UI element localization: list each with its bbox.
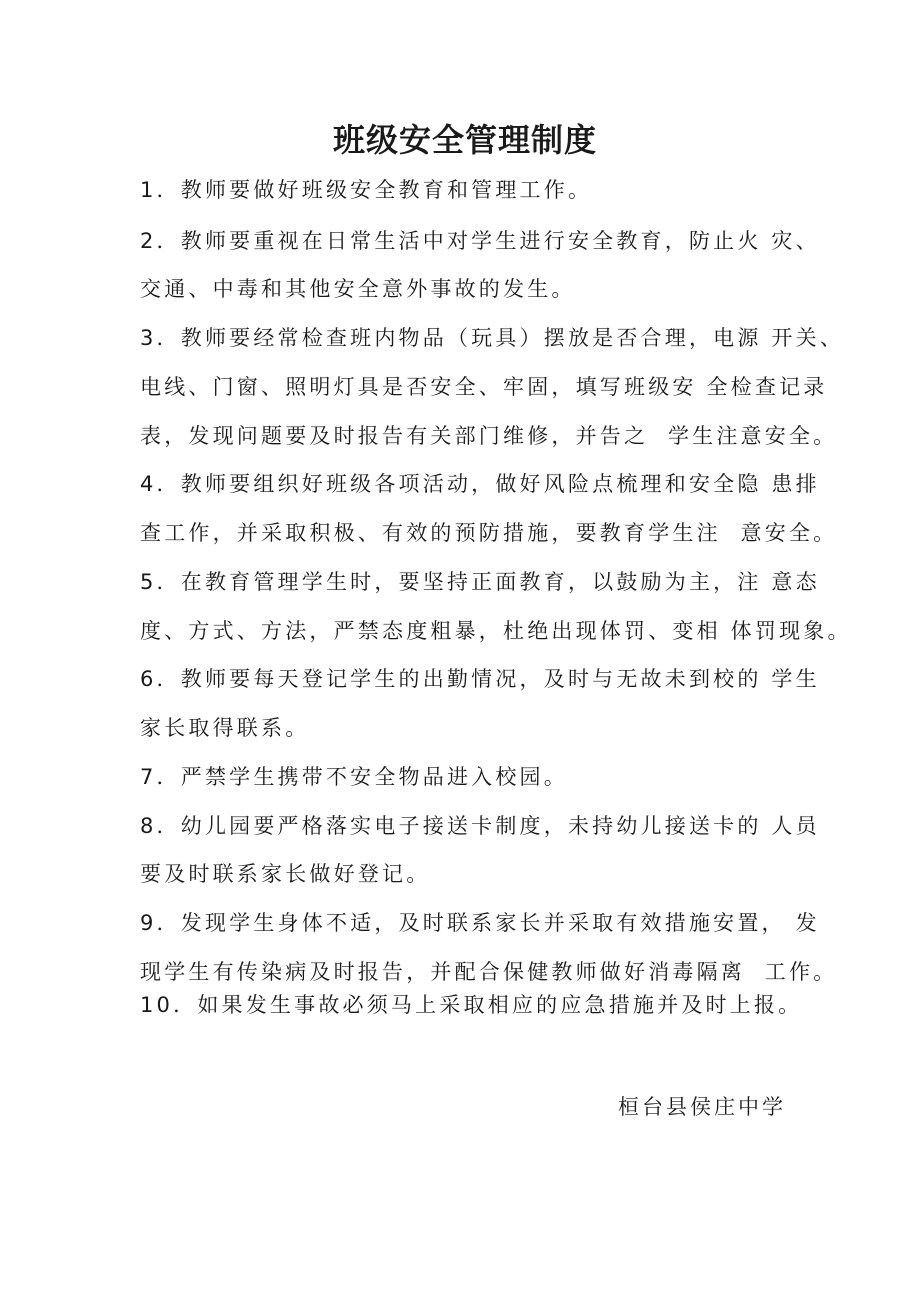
rule-line-4: 3．教师要经常检查班内物品（玩具）摆放是否合理，电源 开关、 xyxy=(140,326,845,350)
rule-line-10: 度、方式、方法，严禁态度粗暴，杜绝出现体罚、变相 体罚现象。 xyxy=(140,619,852,643)
rule-line-13: 7．严禁学生携带不安全物品进入校园。 xyxy=(140,765,568,789)
rule-line-7: 4．教师要组织好班级各项活动，做好风险点梳理和安全隐 患排 xyxy=(140,472,820,496)
rule-line-6: 表，发现问题要及时报告有关部门维修，并告之 学生注意安全。 xyxy=(140,424,838,448)
rule-line-18: 10．如果发生事故必须马上采取相应的应急措施并及时上报。 xyxy=(140,993,803,1017)
rule-line-3: 交通、中毒和其他安全意外事故的发生。 xyxy=(140,277,576,301)
rule-line-8: 查工作，并采取积极、有效的预防措施，要教育学生注 意安全。 xyxy=(140,521,838,545)
rule-line-15: 要及时联系家长做好登记。 xyxy=(140,862,431,886)
rule-line-16: 9．发现学生身体不适，及时联系家长并采取有效措施安置， 发 xyxy=(140,911,820,935)
rule-line-2: 2．教师要重视在日常生活中对学生进行安全教育，防止火 灾、 xyxy=(140,229,820,253)
rule-line-12: 家长取得联系。 xyxy=(140,716,310,740)
rule-line-9: 5．在教育管理学生时，要坚持正面教育，以鼓励为主，注 意态 xyxy=(140,570,820,594)
rule-line-17: 现学生有传染病及时报告，并配合保健教师做好消毒隔离 工作。 xyxy=(140,960,838,984)
document-title: 班级安全管理制度 xyxy=(332,121,597,159)
rule-line-14: 8．幼儿园要严格落实电子接送卡制度，未持幼儿接送卡的 人员 xyxy=(140,814,820,838)
rule-line-11: 6．教师要每天登记学生的出勤情况，及时与无故未到校的 学生 xyxy=(140,667,820,691)
rule-line-1: 1．教师要做好班级安全教育和管理工作。 xyxy=(140,178,593,202)
rule-line-5: 电线、门窗、照明灯具是否安全、牢固，填写班级安 全检查记录 xyxy=(140,375,828,399)
school-signature: 桓台县侯庄中学 xyxy=(618,1095,786,1119)
